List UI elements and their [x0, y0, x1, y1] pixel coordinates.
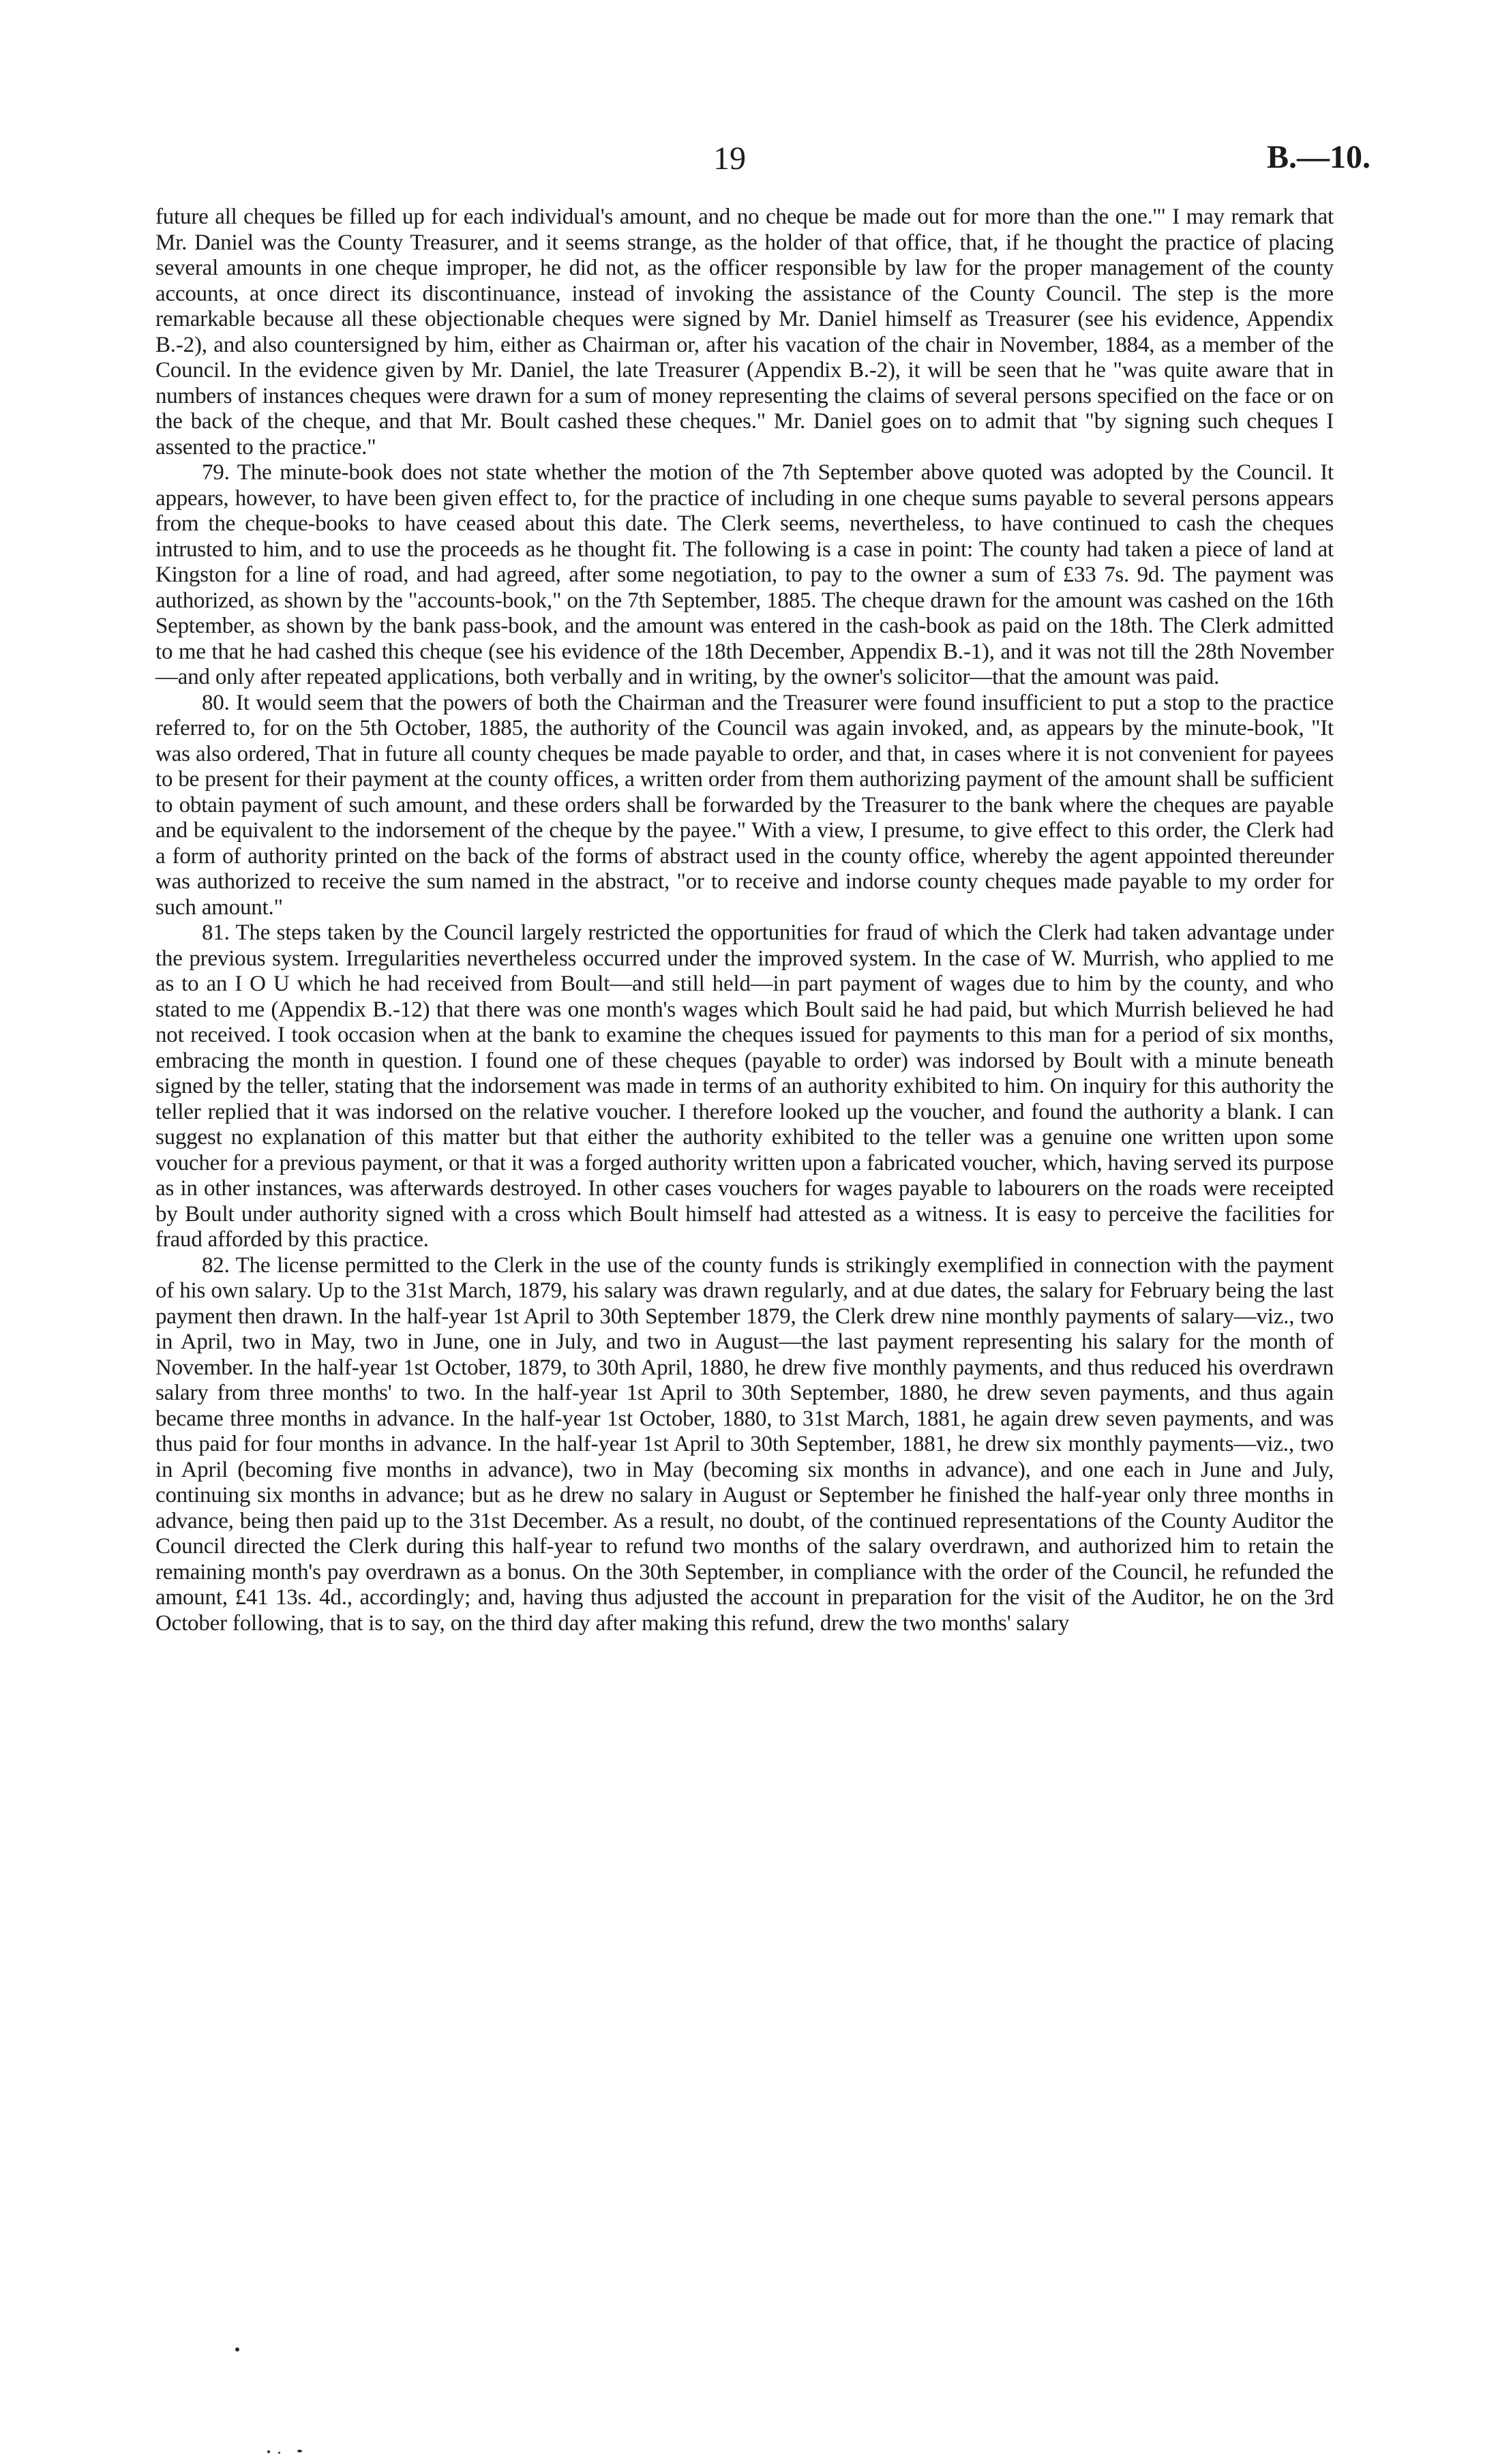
body-text — [155, 205, 1334, 1636]
paragraph-continued — [155, 205, 1334, 460]
page-number: 19 — [713, 140, 746, 177]
scan-speck — [267, 2450, 270, 2453]
scan-speck — [297, 2450, 302, 2452]
paragraph-80 — [155, 691, 1334, 921]
paragraph-text: The minute-book does not state whether the motion of the 7th September above quoted was adopted by the Council. It appears, however, to have been given effect to, for the practice of including in one cheque sums payable to several persons appears from the cheque-books to have ceased about this date. The Clerk seems, nevertheless, to have continued to cash the cheques intrusted to him, and to use the proceeds as he thought fit. The following is a case in point: The county had taken a piece of land at Kingston for a line of road, and had agreed, after some negotiation, to pay to the owner a sum of £33 7s. 9d. The payment was authorized, as shown by the "accounts-book," on the 7th September, 1885. The cheque drawn for the amount was cashed on the 16th September, as shown by the bank pass-book, and the amount was entered in the cash-book as paid on the 18th. The Clerk admitted to me that he had cashed this cheque (see his evidence of the 18th December, Appendix B.-1), and it was not till the 28th November—and only after repeated applications, both verbally and in writing, by the owner's solicitor—that the amount was paid. — [155, 460, 1334, 689]
paragraph-text: The license permitted to the Clerk in the use of the county funds is strikingly exemplified in connection with the payment of his own salary. Up to the 31st March, 1879, his salary was drawn regularly, and at due dates, the salary for February being the last payment then drawn. In the half-year 1st April to 30th September 1879, the Clerk drew nine monthly payments of salary—viz., two in April, two in May, two in June, one in July, and two in August—the last payment representing his salary for the month of November. In the half-year 1st October, 1879, to 30th April, 1880, he drew five monthly payments, and thus reduced his overdrawn salary from three months' to two. In the half-year 1st April to 30th September, 1880, he drew seven payments, and thus again became three months in advance. In the half-year 1st October, 1880, to 31st March, 1881, he again drew seven payments, and was thus paid for four months in advance. In the half-year 1st April to 30th September, 1881, he drew six monthly payments—viz., two in April (becoming five months in advance), two in May (becoming six months in advance), and one each in June and July, continuing six months in advance; but as he drew no salary in August or September he finished the half-year only three months in advance, being then paid up to the 31st December. As a result, no doubt, of the continued representations of the County Auditor the Council directed the Clerk during this half-year to refund two months of the salary overdrawn, and authorized him to retain the remaining month's pay overdrawn as a bonus. On the 30th September, in compliance with the order of the Council, he refunded the amount, £41 13s. 4d., accordingly; and, having thus adjusted the account in preparation for the visit of the Auditor, he on the 3rd October following, that is to say, on the third day after making this refund, drew the two months' salary — [155, 1252, 1334, 1636]
paragraph-number: 80. — [202, 690, 230, 715]
paragraph-number: 82. — [202, 1252, 230, 1278]
document-reference: B.—10. — [1266, 139, 1370, 175]
paragraph-79 — [155, 460, 1334, 691]
paragraph-number: 81. — [202, 920, 230, 945]
paragraph-82 — [155, 1253, 1334, 1637]
paragraph-text: The steps taken by the Council largely restricted the opportunities for fraud of which the Clerk had taken advantage under the previous system. Irregularities nevertheless occurred under the improved system. In the case of W. Murrish, who applied to me as to an I O U which he had received from Boult—and still held—in part payment of wages due to him by the county, and who stated to me (Appendix B.-12) that there was one month's wages which Boult said he had paid, but which Murrish believed he had not received. I took occasion when at the bank to examine the cheques issued for payments to this man for a period of six months, embracing the month in question. I found one of these cheques (payable to order) was indorsed by Boult with a minute beneath signed by the teller, stating that the indorsement was made in terms of an authority exhibited to him. On inquiry for this authority the teller replied that it was indorsed on the relative voucher. I therefore looked up the voucher, and found the authority a blank. I can suggest no explanation of this matter but that either the authority exhibited to the teller was a genuine one written upon some voucher for a previous payment, or that it was a forged authority written upon a fabricated voucher, which, having served its purpose as in other instances, was afterwards destroyed. In other cases vouchers for wages payable to labourers on the roads were receipted by Boult under authority signed with a cross which Boult himself had attested as a witness. It is easy to perceive the facilities for fraud afforded by this practice. — [155, 920, 1334, 1252]
scan-speck — [278, 2452, 280, 2454]
scan-speck — [235, 2347, 239, 2352]
paragraph-text: future all cheques be filled up for each individual's amount, and no cheque be made out for more than the one.'" I may remark that Mr. Daniel was the County Treasurer, and it seems strange, as the holder of that office, that, if he thought the practice of placing several amounts in one cheque improper, he did not, as the officer responsible by law for the proper management of the county accounts, at once direct its discontinuance, instead of invoking the assistance of the County Council. The step is the more remarkable because all these objectionable cheques were signed by Mr. Daniel himself as Treasurer (see his evidence, Appendix B.-2), and also countersigned by him, either as Chairman or, after his vacation of the chair in November, 1884, as a member of the Council. In the evidence given by Mr. Daniel, the late Treasurer (Appendix B.-2), it will be seen that he "was quite aware that in numbers of instances cheques were drawn for a sum of money representing the claims of several persons specified on the face or on the back of the cheque, and that Mr. Boult cashed these cheques." Mr. Daniel goes on to admit that "by signing such cheques I assented to the practice." — [155, 205, 1334, 460]
paragraph-text: It would seem that the powers of both the Chairman and the Treasurer were found insufficient to put a stop to the practice referred to, for on the 5th October, 1885, the authority of the Council was again invoked, and, as appears by the minute-book, "It was also ordered, That in future all county cheques be made payable to order, and that, in cases where it is not convenient for payees to be present for their payment at the county offices, a written order from them authorizing payment of the amount shall be sufficient to obtain payment of such amount, and these orders shall be forwarded by the Treasurer to the bank where the cheques are payable and be equivalent to the indorsement of the cheque by the payee." With a view, I presume, to give effect to this order, the Clerk had a form of authority printed on the back of the forms of abstract used in the county office, whereby the agent appointed thereunder was authorized to receive the sum named in the abstract, "or to receive and indorse county cheques made payable to my order for such amount." — [155, 690, 1334, 920]
paragraph-number: 79. — [202, 460, 230, 485]
paragraph-81 — [155, 920, 1334, 1253]
